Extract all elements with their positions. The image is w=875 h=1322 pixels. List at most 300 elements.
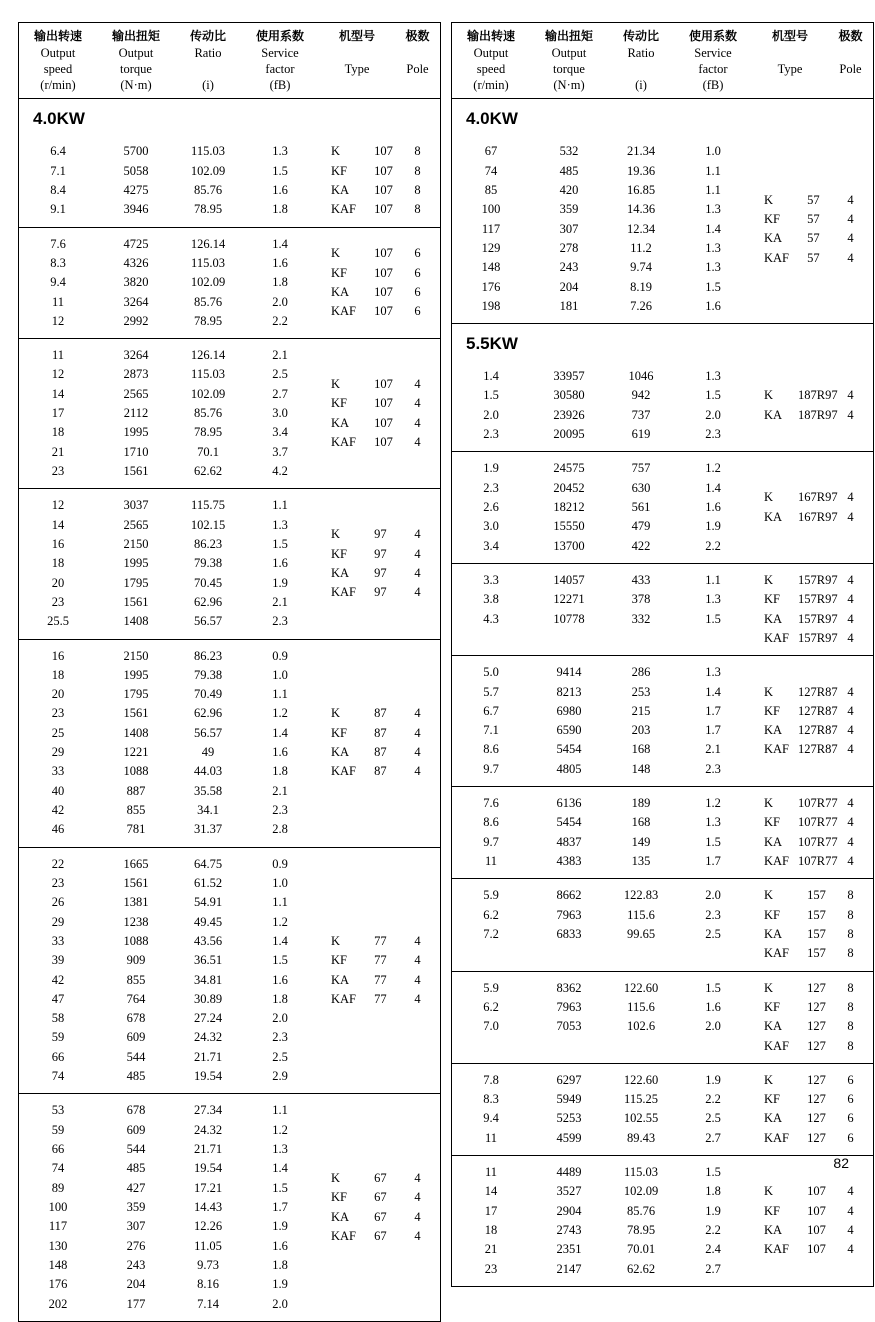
cell-fb: 2.0 <box>705 407 721 422</box>
numeric-columns <box>452 142 752 316</box>
cell-torque: 3264 <box>123 348 149 363</box>
cell-fb: 1.5 <box>705 388 721 403</box>
type-prefix: K <box>331 527 341 542</box>
cell-speed: 39 <box>51 953 65 968</box>
cell-torque: 544 <box>126 1142 146 1157</box>
cell-fb: 1.6 <box>705 500 721 515</box>
cell-ratio: 102.15 <box>190 517 226 532</box>
cell-pole: 4 <box>847 1223 854 1238</box>
spec-group <box>452 971 873 1063</box>
cell-ratio: 126.14 <box>190 236 226 251</box>
header-label-en: factor <box>265 62 295 77</box>
type-size: 87 <box>374 725 387 740</box>
table-header <box>19 23 440 99</box>
cell-pole: 8 <box>847 1019 854 1034</box>
cell-ratio: 189 <box>631 796 651 811</box>
cell-speed: 25 <box>51 725 65 740</box>
cell-pole: 4 <box>414 546 421 561</box>
cell-speed: 67 <box>484 144 498 159</box>
cell-speed: 85 <box>484 182 498 197</box>
cell-fb: 1.0 <box>272 667 288 682</box>
cell-torque: 485 <box>126 1161 146 1176</box>
cell-torque: 1088 <box>123 764 149 779</box>
type-prefix: KA <box>331 182 350 197</box>
cell-torque: 6136 <box>556 796 582 811</box>
cell-pole: 4 <box>847 490 854 505</box>
column-fb <box>241 1101 319 1313</box>
type-row <box>319 704 395 723</box>
column-speed <box>19 346 97 481</box>
type-size: 107 <box>374 202 393 217</box>
type-size: 107 <box>374 284 393 299</box>
numeric-columns <box>452 1071 752 1148</box>
cell-ratio: 115.6 <box>627 907 655 922</box>
cell-ratio: 21.34 <box>626 144 656 159</box>
cell-ratio: 102.09 <box>190 386 226 401</box>
type-prefix: KAF <box>764 742 790 757</box>
spec-group <box>19 227 440 339</box>
cell-speed: 17 <box>51 406 65 421</box>
header-label-cn: 极数 <box>405 29 430 43</box>
cell-torque: 764 <box>126 991 146 1006</box>
cell-ratio: 99.65 <box>626 926 656 941</box>
header-label-en: Service <box>261 46 299 61</box>
type-prefix: KF <box>764 999 780 1014</box>
cell-ratio: 62.96 <box>193 594 223 609</box>
type-row <box>752 886 828 905</box>
type-row <box>752 571 838 590</box>
cell-torque: 14057 <box>553 572 585 587</box>
cell-ratio: 70.49 <box>193 687 223 702</box>
cell-ratio: 24.32 <box>193 1122 223 1137</box>
cell-torque: 4326 <box>123 255 149 270</box>
cell-torque: 20095 <box>553 427 585 442</box>
column-torque <box>530 886 608 963</box>
type-row <box>752 740 838 759</box>
cell-fb: 2.1 <box>272 783 288 798</box>
cell-speed: 66 <box>51 1142 65 1157</box>
cell-speed: 58 <box>51 1011 65 1026</box>
cell-fb: 1.3 <box>272 144 288 159</box>
header-label-cn: 使用系数 <box>688 29 737 43</box>
type-size: 127R87 <box>798 742 838 757</box>
cell-fb: 1.9 <box>705 1203 721 1218</box>
cell-pole: 4 <box>847 231 854 246</box>
cell-pole: 4 <box>847 572 854 587</box>
cell-torque: 3946 <box>123 202 149 217</box>
type-size: 127 <box>807 1038 826 1053</box>
cell-torque: 8213 <box>556 684 582 699</box>
header-label-en: (fB) <box>702 78 724 93</box>
column-type <box>752 1071 828 1148</box>
cell-ratio: 7.14 <box>197 1296 219 1311</box>
header-label-cn: 极数 <box>838 29 863 43</box>
cell-fb: 1.9 <box>272 1277 288 1292</box>
cell-torque: 2904 <box>556 1203 582 1218</box>
spec-group <box>452 1155 873 1286</box>
type-prefix: KA <box>764 231 783 246</box>
type-row <box>752 590 838 609</box>
column-torque <box>530 1071 608 1148</box>
cell-torque: 1561 <box>123 594 149 609</box>
cell-torque: 6590 <box>556 723 582 738</box>
cell-speed: 22 <box>51 856 65 871</box>
type-row <box>319 583 395 602</box>
cell-fb: 1.9 <box>705 1072 721 1087</box>
cell-fb: 2.3 <box>705 427 721 442</box>
numeric-columns <box>452 886 752 963</box>
cell-speed: 3.3 <box>483 572 499 587</box>
cell-torque: 1710 <box>123 444 149 459</box>
column-torque <box>530 794 608 871</box>
cell-fb: 1.8 <box>705 1184 721 1199</box>
column-type <box>752 794 838 871</box>
type-prefix: K <box>764 572 774 587</box>
column-torque <box>97 496 175 631</box>
type-prefix: KA <box>764 1111 783 1126</box>
cell-fb: 2.3 <box>705 907 721 922</box>
cell-fb: 1.2 <box>705 796 721 811</box>
column-ratio <box>608 663 674 779</box>
cell-fb: 1.5 <box>272 536 288 551</box>
type-size: 77 <box>374 972 387 987</box>
cell-pole: 8 <box>847 999 854 1014</box>
header-label-en: (i) <box>635 78 647 93</box>
cell-speed: 74 <box>51 1069 65 1084</box>
cell-ratio: 168 <box>631 815 651 830</box>
cell-ratio: 19.36 <box>626 163 656 178</box>
cell-ratio: 43.56 <box>193 933 223 948</box>
cell-fb: 2.2 <box>705 1092 721 1107</box>
header-cell <box>19 29 97 93</box>
cell-speed: 23 <box>51 464 65 479</box>
type-prefix: KF <box>331 546 347 561</box>
cell-torque: 3527 <box>556 1184 582 1199</box>
header-label-en <box>752 45 828 61</box>
type-size: 167R97 <box>798 490 838 505</box>
column-type <box>319 647 395 840</box>
cell-speed: 59 <box>51 1122 65 1137</box>
type-prefix: KF <box>331 1190 347 1205</box>
header-label-cn: 传动比 <box>189 29 226 43</box>
cell-pole: 4 <box>847 854 854 869</box>
type-size: 107R77 <box>798 834 838 849</box>
type-row <box>319 1227 395 1246</box>
cell-torque: 6297 <box>556 1072 582 1087</box>
spec-group <box>19 135 440 226</box>
header-label-en <box>608 61 674 77</box>
cell-ratio: 44.03 <box>193 764 223 779</box>
numeric-columns <box>19 142 319 219</box>
cell-fb: 3.0 <box>272 406 288 421</box>
type-size: 107 <box>374 377 393 392</box>
cell-torque: 1995 <box>123 667 149 682</box>
cell-speed: 14 <box>51 517 65 532</box>
cell-fb: 1.3 <box>705 260 721 275</box>
type-size: 127 <box>807 1111 826 1126</box>
type-size: 97 <box>374 527 387 542</box>
header-cell <box>752 29 828 93</box>
cell-ratio: 12.34 <box>626 221 656 236</box>
column-ratio <box>608 367 674 444</box>
column-type <box>752 979 828 1056</box>
cell-torque: 33957 <box>553 369 585 384</box>
cell-speed: 7.6 <box>483 796 499 811</box>
column-type <box>319 1101 395 1313</box>
type-prefix: KF <box>331 265 347 280</box>
header-label-en <box>319 77 395 93</box>
header-label-en: Service <box>694 46 732 61</box>
type-prefix: KF <box>764 1092 780 1107</box>
header-label-en: Pole <box>839 62 862 77</box>
cell-fb: 2.5 <box>272 1049 288 1064</box>
cell-ratio: 70.01 <box>626 1242 656 1257</box>
cell-speed: 129 <box>481 240 501 255</box>
column-fb <box>674 1163 752 1279</box>
cell-speed: 3.4 <box>483 538 499 553</box>
header-cell <box>97 29 175 93</box>
type-prefix: KA <box>331 1209 350 1224</box>
column-pole <box>828 571 873 648</box>
cell-speed: 100 <box>48 1199 68 1214</box>
cell-speed: 3.0 <box>483 519 499 534</box>
header-label-en: Ratio <box>194 46 222 61</box>
type-size: 107 <box>374 304 393 319</box>
header-label-en: (fB) <box>269 78 291 93</box>
cell-speed: 198 <box>481 298 501 313</box>
column-ratio <box>608 794 674 871</box>
cell-ratio: 35.58 <box>193 783 223 798</box>
cell-torque: 485 <box>559 163 579 178</box>
cell-pole: 4 <box>847 250 854 265</box>
cell-fb: 1.4 <box>272 933 288 948</box>
type-row <box>319 545 395 564</box>
cell-torque: 7963 <box>556 907 582 922</box>
cell-ratio: 479 <box>631 519 651 534</box>
header-label-en <box>395 77 440 93</box>
type-size: 157R97 <box>798 630 838 645</box>
type-row <box>752 1129 828 1148</box>
column-torque <box>530 571 608 648</box>
cell-fb: 2.0 <box>272 294 288 309</box>
type-row <box>319 971 395 990</box>
cell-speed: 5.9 <box>483 888 499 903</box>
cell-fb: 1.6 <box>272 972 288 987</box>
cell-fb: 1.2 <box>272 1122 288 1137</box>
type-prefix: KAF <box>764 630 790 645</box>
cell-speed: 14 <box>51 386 65 401</box>
cell-fb: 2.0 <box>705 1019 721 1034</box>
cell-speed: 7.2 <box>483 926 499 941</box>
cell-ratio: 89.43 <box>626 1130 656 1145</box>
cell-torque: 243 <box>126 1257 146 1272</box>
type-size: 107 <box>374 163 393 178</box>
cell-torque: 1561 <box>123 706 149 721</box>
cell-fb: 1.6 <box>272 1238 288 1253</box>
type-row <box>752 813 838 832</box>
page-number: 82 <box>833 1155 849 1171</box>
header-label-en: Type <box>777 62 803 77</box>
column-type <box>752 367 838 444</box>
cell-speed: 17 <box>484 1203 498 1218</box>
cell-pole: 4 <box>414 1209 421 1224</box>
header-cell <box>241 29 319 93</box>
cell-ratio: 737 <box>631 407 651 422</box>
type-row <box>319 1208 395 1227</box>
column-speed <box>452 142 530 316</box>
column-ratio <box>175 647 241 840</box>
cell-speed: 11 <box>484 854 498 869</box>
type-size: 107 <box>807 1242 826 1257</box>
cell-fb: 1.4 <box>705 684 721 699</box>
spec-group <box>452 878 873 970</box>
cell-fb: 1.2 <box>705 461 721 476</box>
type-size: 107 <box>374 246 393 261</box>
type-prefix: KF <box>764 211 780 226</box>
cell-torque: 204 <box>126 1277 146 1292</box>
cell-speed: 11 <box>484 1165 498 1180</box>
type-size: 57 <box>807 211 820 226</box>
cell-torque: 2150 <box>123 536 149 551</box>
type-prefix: KAF <box>764 1242 790 1257</box>
column-ratio <box>608 571 674 648</box>
header-cell <box>674 29 752 93</box>
type-prefix: K <box>331 246 341 261</box>
type-prefix: KAF <box>331 304 357 319</box>
cell-ratio: 168 <box>631 742 651 757</box>
cell-speed: 6.4 <box>50 144 66 159</box>
cell-fb: 1.8 <box>272 991 288 1006</box>
cell-torque: 13700 <box>553 538 585 553</box>
column-torque <box>530 459 608 556</box>
column-speed <box>19 647 97 840</box>
cell-fb: 2.7 <box>272 386 288 401</box>
cell-speed: 7.8 <box>483 1072 499 1087</box>
cell-speed: 1.5 <box>483 388 499 403</box>
cell-speed: 8.3 <box>483 1092 499 1107</box>
cell-speed: 7.1 <box>50 163 66 178</box>
type-row <box>752 1240 828 1259</box>
cell-pole: 4 <box>414 1171 421 1186</box>
cell-ratio: 102.09 <box>190 275 226 290</box>
type-size: 107 <box>807 1203 826 1218</box>
cell-speed: 12 <box>51 367 65 382</box>
cell-ratio: 12.26 <box>193 1219 223 1234</box>
cell-ratio: 122.60 <box>623 980 659 995</box>
cell-fb: 1.7 <box>705 854 721 869</box>
numeric-columns <box>452 367 752 444</box>
column-type <box>752 663 838 779</box>
cell-speed: 8.3 <box>50 255 66 270</box>
cell-pole: 8 <box>847 926 854 941</box>
column-fb <box>241 235 319 332</box>
cell-torque: 1381 <box>123 895 149 910</box>
column-fb <box>674 571 752 648</box>
cell-pole: 4 <box>847 592 854 607</box>
cell-torque: 1995 <box>123 556 149 571</box>
cell-ratio: 378 <box>631 592 651 607</box>
type-size: 157 <box>807 888 826 903</box>
column-type <box>319 142 395 219</box>
cell-fb: 1.5 <box>705 279 721 294</box>
type-size: 127 <box>807 1092 826 1107</box>
column-speed <box>19 1101 97 1313</box>
cell-speed: 7.6 <box>50 236 66 251</box>
cell-speed: 130 <box>48 1238 68 1253</box>
cell-speed: 5.7 <box>483 684 499 699</box>
cell-ratio: 11.2 <box>630 240 652 255</box>
power-block <box>452 99 873 323</box>
power-rating-title: 4.0KW <box>466 109 518 129</box>
type-row <box>752 191 828 210</box>
numeric-columns <box>19 346 319 481</box>
column-pole <box>395 855 440 1087</box>
column-torque <box>97 346 175 481</box>
type-row <box>752 249 828 268</box>
cell-ratio: 24.32 <box>193 1030 223 1045</box>
cell-fb: 1.6 <box>272 745 288 760</box>
cell-speed: 23 <box>51 594 65 609</box>
cell-speed: 59 <box>51 1030 65 1045</box>
type-prefix: KF <box>331 953 347 968</box>
cell-fb: 1.5 <box>705 980 721 995</box>
type-prefix: KA <box>331 415 350 430</box>
cell-fb: 2.7 <box>705 1261 721 1276</box>
cell-fb: 1.6 <box>705 999 721 1014</box>
cell-fb: 1.8 <box>272 1257 288 1272</box>
type-prefix: K <box>764 980 774 995</box>
cell-speed: 89 <box>51 1180 65 1195</box>
type-row <box>752 925 828 944</box>
cell-ratio: 115.03 <box>191 255 225 270</box>
cell-torque: 359 <box>126 1199 146 1214</box>
right-table-column <box>451 22 874 1287</box>
cell-ratio: 332 <box>631 611 651 626</box>
type-row <box>752 1202 828 1221</box>
cell-torque: 1238 <box>123 914 149 929</box>
header-cell <box>319 29 395 93</box>
cell-speed: 202 <box>48 1296 68 1311</box>
cell-fb: 1.5 <box>272 1180 288 1195</box>
cell-torque: 609 <box>126 1122 146 1137</box>
cell-speed: 26 <box>51 895 65 910</box>
type-row <box>752 1090 828 1109</box>
cell-ratio: 115.6 <box>627 999 655 1014</box>
column-ratio <box>608 1163 674 1279</box>
type-row <box>752 1221 828 1240</box>
type-size: 107 <box>374 435 393 450</box>
cell-torque: 9414 <box>556 665 582 680</box>
cell-pole: 4 <box>847 509 854 524</box>
header-label-cn: 输出转速 <box>33 29 82 43</box>
header-label-cn: 机型号 <box>771 29 808 43</box>
cell-speed: 23 <box>484 1261 498 1276</box>
type-row <box>752 488 838 507</box>
type-row <box>752 229 828 248</box>
cell-torque: 6833 <box>556 926 582 941</box>
column-torque <box>530 1163 608 1279</box>
type-row <box>752 610 838 629</box>
cell-ratio: 9.74 <box>630 260 652 275</box>
column-ratio <box>175 235 241 332</box>
cell-torque: 678 <box>126 1103 146 1118</box>
cell-pole: 8 <box>847 946 854 961</box>
spec-group <box>452 360 873 451</box>
cell-fb: 1.4 <box>272 725 288 740</box>
header-label-cn: 输出转速 <box>466 29 515 43</box>
cell-fb: 1.9 <box>272 1219 288 1234</box>
type-prefix: K <box>764 192 774 207</box>
